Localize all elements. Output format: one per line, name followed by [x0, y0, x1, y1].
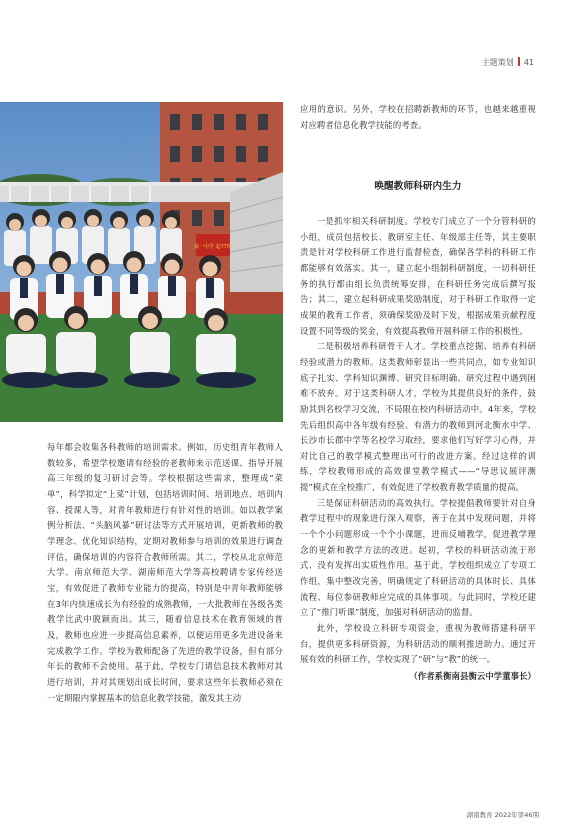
- railing: [0, 182, 283, 186]
- page-header: [482, 57, 534, 68]
- header-divider: [518, 57, 520, 66]
- paragraph: 三是保证科研活动的高效执行。学校提倡教师要针对自身教学过程中的现象进行深入观察，善于在其中发现问题，并将一个个小问题形成一个个小课题，进而反哺教学，促进教学理念的更新和教学方法的改进。起初，学校的科研活动流于形式、没有发挥出实质性作用。基于此，学校组织成立了专项工作组，集中整改完善，明确规定了科研活动的具体时长、具体流程、每位参研教师应完成的具体事项。与此同时，学校还建立了“推门听课”制度，加强对科研活动的监督。: [300, 497, 536, 618]
- group-photo: [0, 102, 283, 422]
- author-byline: （作者系衡南县衡云中学董事长）: [409, 671, 536, 681]
- section-label: 主题策划: [481, 58, 514, 67]
- banner-text: 第一中学 起77班: [194, 244, 232, 250]
- paragraph: 每年都会收集各科教师的培训需求。例如，历史组青年教师人数较多，希望学校邀请有经验的老教师来示范送课、指导开展高三年级的复习研讨会等。学校根据这些需求，整理成“菜单”，科学拟定“上菜”计划，包括培训时间、培训地点、培训内容、授课人等，对青年教师进行有针对性的培训。如以教学案例分析法、“头脑风暴”研讨法等方式开展培训，更新教师的教学理念、优化知识结构，定期对教师参与培训的效果进行调查评估，确保培训的内容符合教师所需。其二，学校从北京师范大学、南京师范大学、湖南师范大学等高校聘请专家传经送宝，有效促进了教师专业能力的提高，特别是中青年教师能够在3年内快速成长为有经验的成熟教师，一大批教师在各级各类教学比武中脱颖而出。其三，随着信息技术在教育领域的普及，教师也应进一步提高信息素养，以便运用更多先进设备来完成教学工作。学校为教师配备了先进的教学设备，但有部分年长的教师不会使用。基于此，学校专门请信息技术教师对其进行培训，并对其规划出成长时间，要求这些年长教师必须在一定期限内掌握基本的信息化教学技能，激发其主动: [47, 442, 283, 703]
- section-heading: 唤醒教师科研内生力: [374, 181, 462, 193]
- right-column: [300, 102, 536, 685]
- left-column: [47, 440, 283, 706]
- paragraph: 二是积极培养科研骨干人才。学校重点挖掘、培养有科研经验或潜力的教师。这类教师彰显出一些共同点，如专业知识底子扎实、学科知识渊博、研究目标明确、研究过程中遇到困难不放弃。对于这类科研人才，学校为其提供良好的条件，鼓励其到名校学习交流，不局限在校内科研活动中。4年来，学校先后组织高中各年级有经验、有潜力的教师到河北衡水中学、长沙市长郡中学等名校学习取经，要求他们写好学习心得，并对比自己的教学模式整理出可行的改进方案。经过这样的训练，学校教师形成的高效课堂教学模式——“导思议展评测提”模式在全校推广，有效促进了学校教育教学质量的提高。: [300, 341, 536, 493]
- intro-paragraph: 应用的意识。另外，学校在招聘新教师的环节，也越来越重视对应聘者信息化教学技能的考查。: [300, 104, 536, 130]
- paragraph: 此外，学校设立科研专项资金，重视为教师搭建科研平台，提供更多科研资源，为科研活动的顺利推进助力。通过开展有效的科研工作，学校实现了“研”与“教”的统一。: [300, 623, 536, 665]
- page-footer: 湖南教育 2022年第46期: [466, 811, 539, 819]
- page-number: 41: [523, 58, 534, 67]
- paragraph: 一是抓牢相关科研制度。学校专门成立了一个分管科研的小组，成员包括校长、教研室主任、年级部主任等，其主要职责是针对学校科研工作进行监督检查，确保各学科的科研工作都能够有效落实。其一，建立起小组制科研制度，一切科研任务的执行都由组长负责统筹安排，在科研任务完成后撰写报告；其二，建立起科研成果奖励制度，对于科研工作取得一定成果的教育工作者，须确保奖励及时下发，根据成果贡献程度设置不同等级的奖金，有效提高教师开展科研工作的积极性。: [300, 215, 536, 336]
